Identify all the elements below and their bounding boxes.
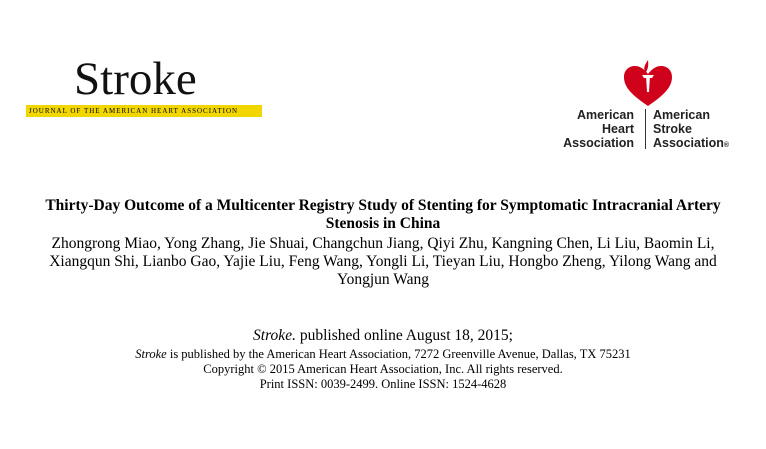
journal-wordmark: Stroke xyxy=(74,53,197,105)
aha-divider xyxy=(645,109,646,149)
aha-heart-text: American Heart Association xyxy=(563,108,634,150)
journal-tagline: JOURNAL OF THE AMERICAN HEART ASSOCIATION xyxy=(26,105,262,117)
article-title: Thirty-Day Outcome of a Multicenter Registry Study of Stenting for Symptomatic Intracranial Artery Stenosis in China xyxy=(45,197,721,232)
heart-torch-icon xyxy=(618,58,678,108)
publication-line: Stroke. published online August 18, 2015; xyxy=(253,327,513,344)
journal-name: Stroke. xyxy=(253,327,296,344)
journal-logo xyxy=(26,53,262,117)
issn-line: Print ISSN: 0039-2499. Online ISSN: 1524-4628 xyxy=(259,377,507,391)
publisher-line: Stroke is published by the American Heart Association, 7272 Greenville Avenue, Dallas, TX 75231 xyxy=(135,347,631,361)
article-authors: Zhongrong Miao, Yong Zhang, Jie Shuai, Changchun Jiang, Qiyi Zhu, Kangning Chen, Li Liu, Baomin Li, Xiangqun Shi, Lianbo Gao, Yajie Liu, Feng Wang, Yongli Li, Tieyan Liu, Hongbo Zheng, Yilong Wang and Yongjun Wang xyxy=(49,235,717,288)
registered-mark: ® xyxy=(723,142,730,149)
copyright-line: Copyright © 2015 American Heart Association, Inc. All rights reserved. xyxy=(203,362,563,376)
asa-stroke-text: American Stroke Association® xyxy=(653,108,730,150)
aha-logo xyxy=(556,58,746,154)
